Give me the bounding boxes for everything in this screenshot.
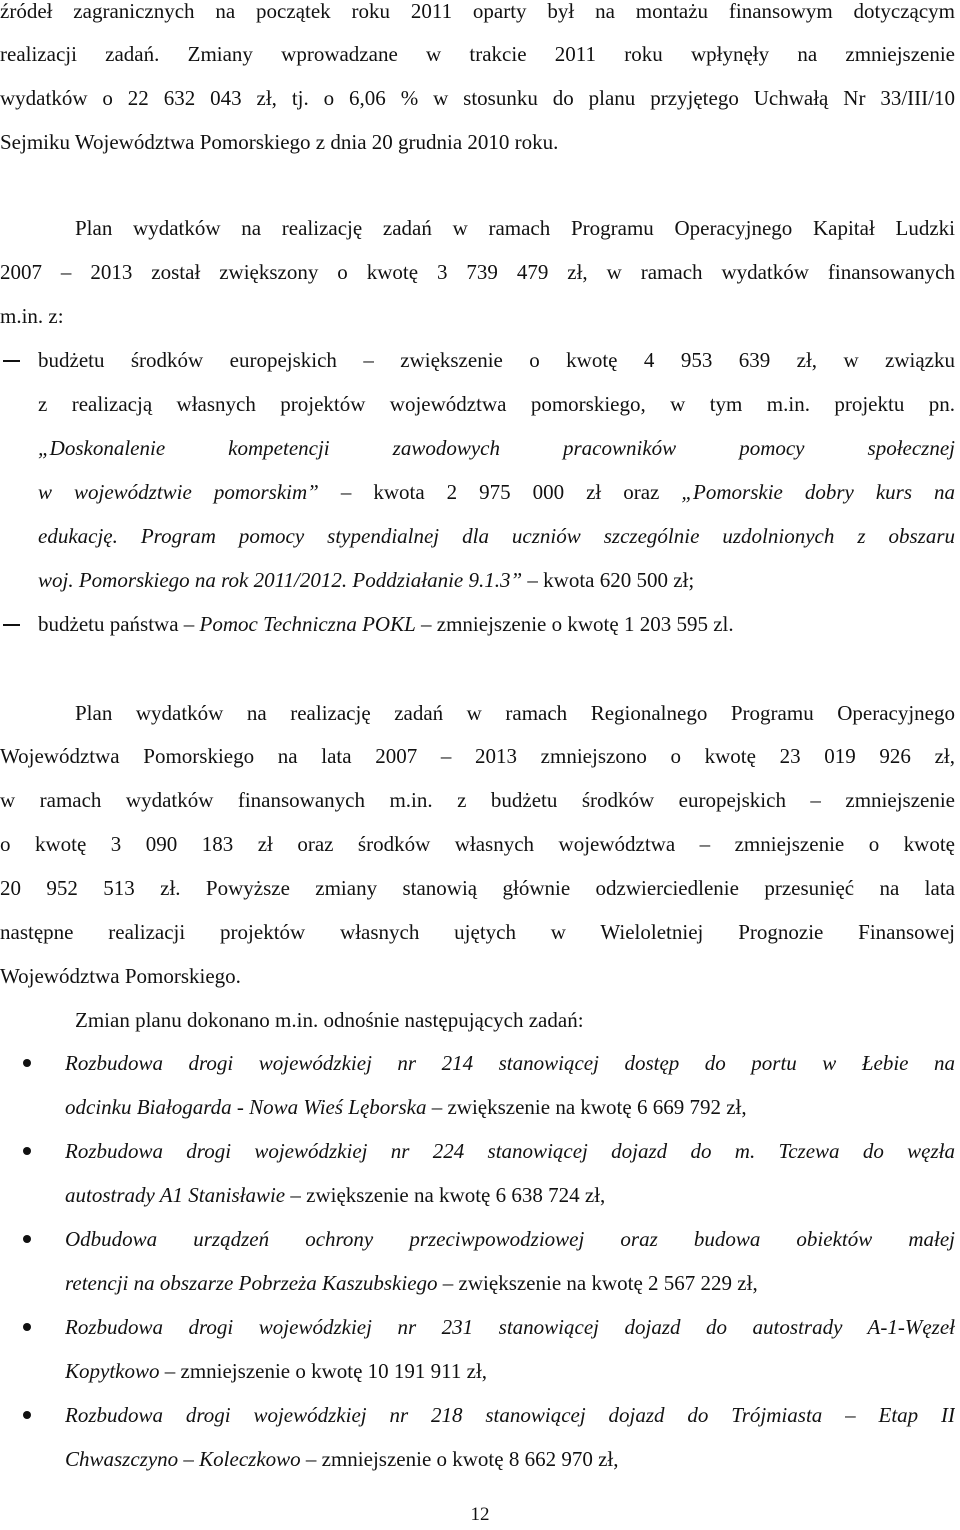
- rpo-item-5-amount: – zmniejszenie o kwotę 8 662 970 zł,: [300, 1447, 619, 1471]
- pokl-amount-text-2: – kwota 620 500 zł;: [522, 568, 695, 592]
- rpo-item-5-line-1: [65, 1399, 955, 1431]
- bullet-marker: [23, 1323, 31, 1331]
- paragraph-4-line-1: Zmian planu dokonano m.in. odnośnie następujących zadań:: [75, 1008, 584, 1032]
- bullet-marker: [23, 1235, 31, 1243]
- rpo-item-2-amount: – zwiększenie na kwotę 6 638 724 zł,: [285, 1183, 606, 1207]
- rpo-item-5-title-part-1: Rozbudowa drogi wojewódzkiej nr 218 stanowiącej dojazd do Trójmiasta – Etap II: [65, 1403, 955, 1427]
- paragraph-1-line-3: wydatków o 22 632 043 zł, tj. o 6,06 % w stosunku do planu przyjętego Uchwałą Nr 33/III/10: [0, 86, 955, 110]
- pokl-item-1-line-5: [38, 520, 955, 552]
- pokl-project-title-part-5: woj. Pomorskiego na rok 2011/2012. Poddziałanie 9.1.3”: [38, 568, 523, 592]
- rpo-item-4-line-1: [65, 1311, 955, 1343]
- rpo-item-2-line-1: [65, 1135, 955, 1167]
- rpo-item-3-line-1: [65, 1223, 955, 1255]
- paragraph-2-line-1: Plan wydatków na realizację zadań w ramach Programu Operacyjnego Kapitał Ludzki: [75, 216, 955, 240]
- paragraph-2-line-2: 2007 – 2013 został zwiększony o kwotę 3 739 479 zł, w ramach wydatków finansowanych: [0, 260, 955, 284]
- rpo-item-2-title-part-2: autostrady A1 Stanisławie: [65, 1183, 286, 1207]
- dash-marker: [3, 624, 20, 626]
- pokl-item-2-line-1: [38, 608, 955, 640]
- paragraph-3-line-6: następne realizacji projektów własnych ujętych w Wieloletniej Prognozie Finansowej: [0, 920, 955, 944]
- rpo-item-5-title-part-2: Chwaszczyno – Koleczkowo: [65, 1447, 301, 1471]
- rpo-item-3-line-2: [65, 1267, 955, 1299]
- pokl-item-1-line-3: [38, 432, 955, 464]
- bullet-marker: [23, 1411, 31, 1419]
- paragraph-3-line-4: o kwotę 3 090 183 zł oraz środków własnych województwa – zmniejszenie o kwotę: [0, 832, 955, 856]
- rpo-item-2-line-2: [65, 1179, 955, 1211]
- pokl-item-2-title: Pomoc Techniczna POKL: [199, 612, 416, 636]
- bullet-marker: [23, 1059, 31, 1067]
- pokl-project-title-part-3: „Pomorskie dobry kurs na: [681, 480, 955, 504]
- rpo-item-1-title-part-2: odcinku Białogarda - Nowa Wieś Lęborska: [65, 1095, 427, 1119]
- pokl-item-1-line-2: z realizacją własnych projektów województwa pomorskiego, w tym m.in. projektu pn.: [38, 392, 955, 416]
- paragraph-3-line-7: Województwa Pomorskiego.: [0, 964, 241, 988]
- paragraph-2-line-3: m.in. z:: [0, 304, 64, 328]
- pokl-project-title-part-2: w województwie pomorskim”: [38, 480, 319, 504]
- rpo-item-1-line-1: [65, 1047, 955, 1079]
- rpo-item-1-amount: – zwiększenie na kwotę 6 669 792 zł,: [426, 1095, 747, 1119]
- rpo-item-1-line-2: [65, 1091, 955, 1123]
- pokl-item-2-text-b: – zmniejszenie o kwotę 1 203 595 zl.: [415, 612, 734, 636]
- pokl-project-title-part-1: „Doskonalenie kompetencji zawodowych pracowników pomocy społecznej: [38, 436, 955, 460]
- pokl-project-title-part-4: edukację. Program pomocy stypendialnej dla uczniów szczególnie uzdolnionych z obszaru: [38, 524, 955, 548]
- pokl-item-1-line-4: [38, 476, 955, 508]
- paragraph-3-line-3: w ramach wydatków finansowanych m.in. z budżetu środków europejskich – zmniejszenie: [0, 788, 955, 812]
- bullet-marker: [23, 1147, 31, 1155]
- paragraph-1-line-1: źródeł zagranicznych na początek roku 2011 oparty był na montażu finansowym dotyczącym: [0, 0, 955, 23]
- pokl-item-2-text-a: budżetu państwa –: [38, 612, 200, 636]
- pokl-item-1-line-6: [38, 564, 955, 596]
- rpo-item-5-line-2: [65, 1443, 955, 1475]
- rpo-item-3-amount: – zwiększenie na kwotę 2 567 229 zł,: [437, 1271, 758, 1295]
- paragraph-1-line-2: realizacji zadań. Zmiany wprowadzane w trakcie 2011 roku wpłynęły na zmniejszenie: [0, 42, 955, 66]
- rpo-item-2-title-part-1: Rozbudowa drogi wojewódzkiej nr 224 stanowiącej dojazd do m. Tczewa do węzła: [65, 1139, 955, 1163]
- rpo-item-3-title-part-2: retencji na obszarze Pobrzeża Kaszubskiego: [65, 1271, 438, 1295]
- paragraph-3-line-1: Plan wydatków na realizację zadań w ramach Regionalnego Programu Operacyjnego: [75, 701, 955, 725]
- rpo-item-4-title-part-2: Kopytkowo: [65, 1359, 160, 1383]
- paragraph-3-line-2: Województwa Pomorskiego na lata 2007 – 2013 zmniejszono o kwotę 23 019 926 zł,: [0, 744, 955, 768]
- rpo-item-4-amount: – zmniejszenie o kwotę 10 191 911 zł,: [159, 1359, 488, 1383]
- page-number: 12: [470, 1504, 490, 1525]
- rpo-item-3-title-part-1: Odbudowa urządzeń ochrony przeciwpowodziowej oraz budowa obiektów małej: [65, 1227, 955, 1251]
- paragraph-1-line-4: Sejmiku Województwa Pomorskiego z dnia 20 grudnia 2010 roku.: [0, 130, 559, 154]
- paragraph-3-line-5: 20 952 513 zł. Powyższe zmiany stanowią głównie odzwierciedlenie przesunięć na lata: [0, 876, 955, 900]
- rpo-item-4-line-2: [65, 1355, 955, 1387]
- pokl-item-1-line-1: budżetu środków europejskich – zwiększenie o kwotę 4 953 639 zł, w związku: [38, 348, 955, 372]
- rpo-item-4-title-part-1: Rozbudowa drogi wojewódzkiej nr 231 stanowiącej dojazd do autostrady A-1-Węzeł: [65, 1315, 955, 1339]
- dash-marker: [3, 360, 20, 362]
- pokl-amount-text-1: – kwota 2 975 000 zł oraz: [318, 480, 682, 504]
- rpo-item-1-title-part-1: Rozbudowa drogi wojewódzkiej nr 214 stanowiącej dostęp do portu w Łebie na: [65, 1051, 955, 1075]
